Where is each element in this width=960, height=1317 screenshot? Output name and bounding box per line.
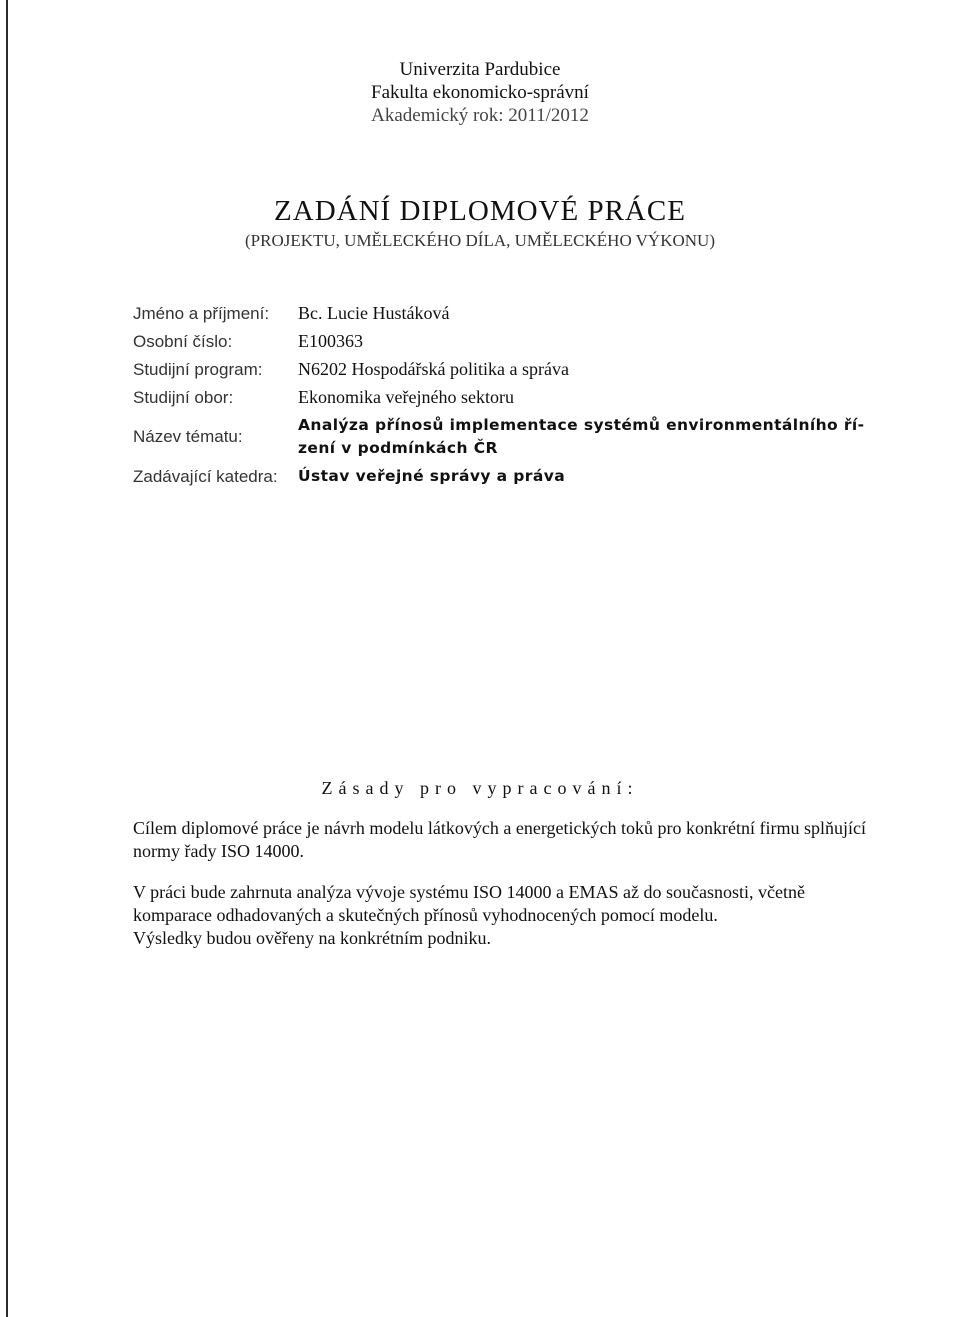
document-subtitle: (PROJEKTU, UMĚLECKÉHO DÍLA, UMĚLECKÉHO VÝKONU) bbox=[245, 231, 715, 250]
department-label: Zadávající katedra: bbox=[133, 467, 278, 486]
principles-paragraph-2-line1: V práci bude zahrnuta analýza vývoje systému ISO 14000 a EMAS až do současnosti, včetně komparace odhadovaných a skutečných přínosů vyhodnocených pomocí modelu. bbox=[133, 882, 805, 925]
student-info bbox=[133, 302, 883, 493]
document-header bbox=[0, 58, 960, 127]
info-row-id bbox=[133, 330, 883, 353]
info-row-field bbox=[133, 386, 883, 409]
principles-paragraph-2 bbox=[133, 881, 878, 950]
info-row-name bbox=[133, 302, 883, 325]
program-value: N6202 Hospodářská politika a správa bbox=[298, 359, 569, 379]
info-row-program bbox=[133, 358, 883, 381]
id-label: Osobní číslo: bbox=[133, 332, 233, 351]
topic-label: Název tématu: bbox=[133, 427, 243, 446]
faculty-name: Fakulta ekonomicko-správní bbox=[371, 82, 589, 103]
program-label: Studijní program: bbox=[133, 360, 263, 379]
name-label: Jméno a příjmení: bbox=[133, 304, 270, 323]
university-name: Univerzita Pardubice bbox=[399, 59, 561, 80]
title-block bbox=[0, 193, 960, 253]
academic-year: Akademický rok: 2011/2012 bbox=[371, 105, 589, 126]
principles-paragraph-2-line2: Výsledky budou ověřeny na konkrétním podniku. bbox=[133, 928, 491, 948]
topic-value bbox=[298, 414, 883, 460]
field-value: Ekonomika veřejného sektoru bbox=[298, 387, 514, 407]
principles-body bbox=[133, 817, 878, 968]
info-row-topic bbox=[133, 414, 883, 460]
principles-heading: Zásady pro vypracování: bbox=[321, 778, 639, 798]
field-label: Studijní obor: bbox=[133, 388, 234, 407]
info-row-department bbox=[133, 465, 883, 488]
department-value: Ústav veřejné správy a práva bbox=[298, 467, 566, 485]
topic-value-line1: Analýza přínosů implementace systémů environmentálního ří- bbox=[298, 416, 865, 434]
id-value: E100363 bbox=[298, 331, 363, 351]
topic-value-line2: zení v podmínkách ČR bbox=[298, 439, 498, 457]
name-value: Bc. Lucie Hustáková bbox=[298, 303, 450, 323]
principles-paragraph-1: Cílem diplomové práce je návrh modelu látkových a energetických toků pro konkrétní firmu splňující normy řady ISO 14000. bbox=[133, 818, 866, 861]
document-title: ZADÁNÍ DIPLOMOVÉ PRÁCE bbox=[274, 195, 686, 227]
